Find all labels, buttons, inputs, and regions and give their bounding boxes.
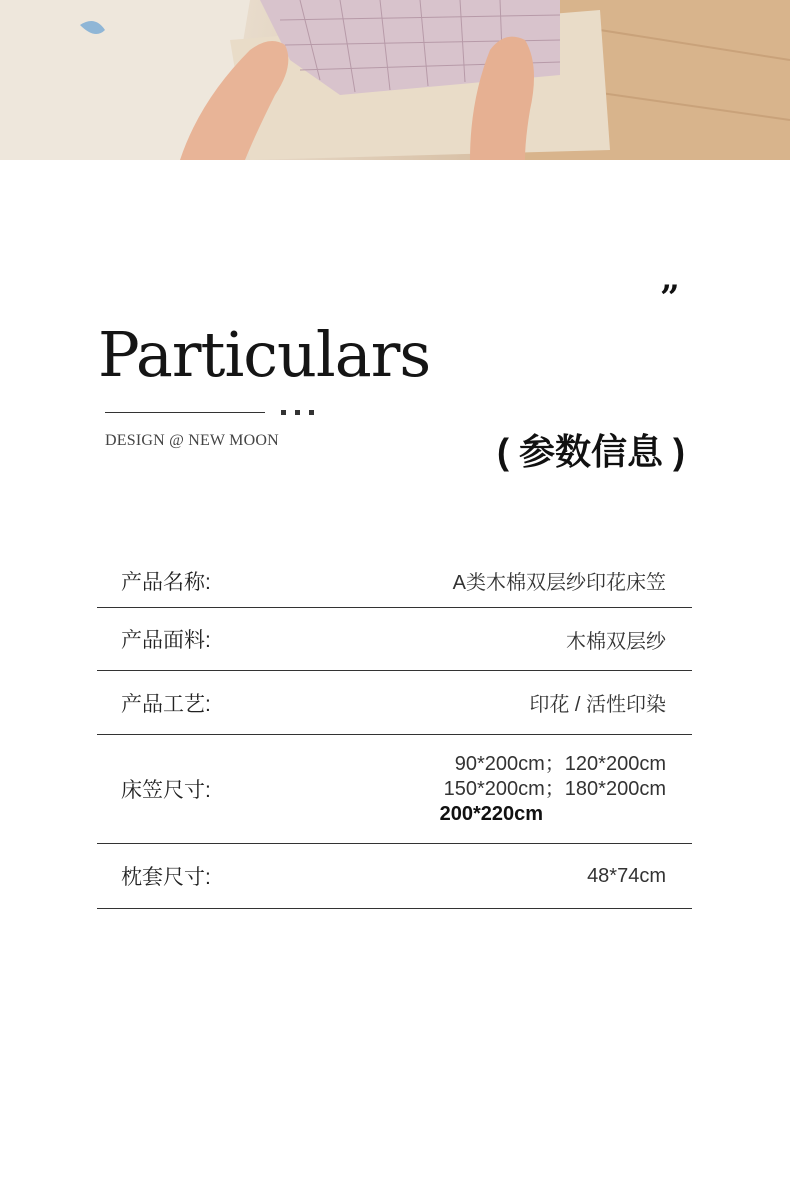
spec-row-craft	[97, 671, 692, 735]
spec-value: 200*220cm	[439, 802, 544, 825]
quote-mark: ”	[660, 278, 678, 318]
spec-value: 90*200cm；120*200cm	[454, 752, 666, 775]
sheet-size-values	[439, 752, 692, 827]
spec-label: 产品名称:	[121, 570, 211, 594]
design-credit: DESIGN @ NEW MOON	[105, 432, 279, 449]
spec-value: A类木棉双层纱印花床笠	[452, 572, 666, 594]
spec-label: 产品工艺:	[121, 692, 211, 716]
spec-table	[97, 554, 692, 909]
spec-label: 床笠尺寸:	[121, 779, 211, 802]
spec-value: 印花 / 活性印染	[529, 694, 666, 716]
spec-value: 48*74cm	[587, 864, 666, 887]
product-photo	[0, 0, 790, 160]
spec-label: 枕套尺寸:	[121, 866, 211, 889]
spec-value: 150*200cm；180*200cm	[443, 777, 666, 800]
section-subtitle: ( 参数信息 )	[497, 431, 685, 472]
decorative-dots	[281, 410, 314, 415]
page-title: Particulars	[98, 318, 431, 391]
spec-row-fabric	[97, 608, 692, 671]
spec-label: 产品面料:	[121, 629, 211, 652]
spec-row-product-name	[97, 554, 692, 608]
spec-row-sheet-size	[97, 735, 692, 844]
spec-value: 木棉双层纱	[566, 630, 666, 653]
spec-row-pillowcase-size	[97, 844, 692, 909]
title-divider	[105, 412, 265, 413]
